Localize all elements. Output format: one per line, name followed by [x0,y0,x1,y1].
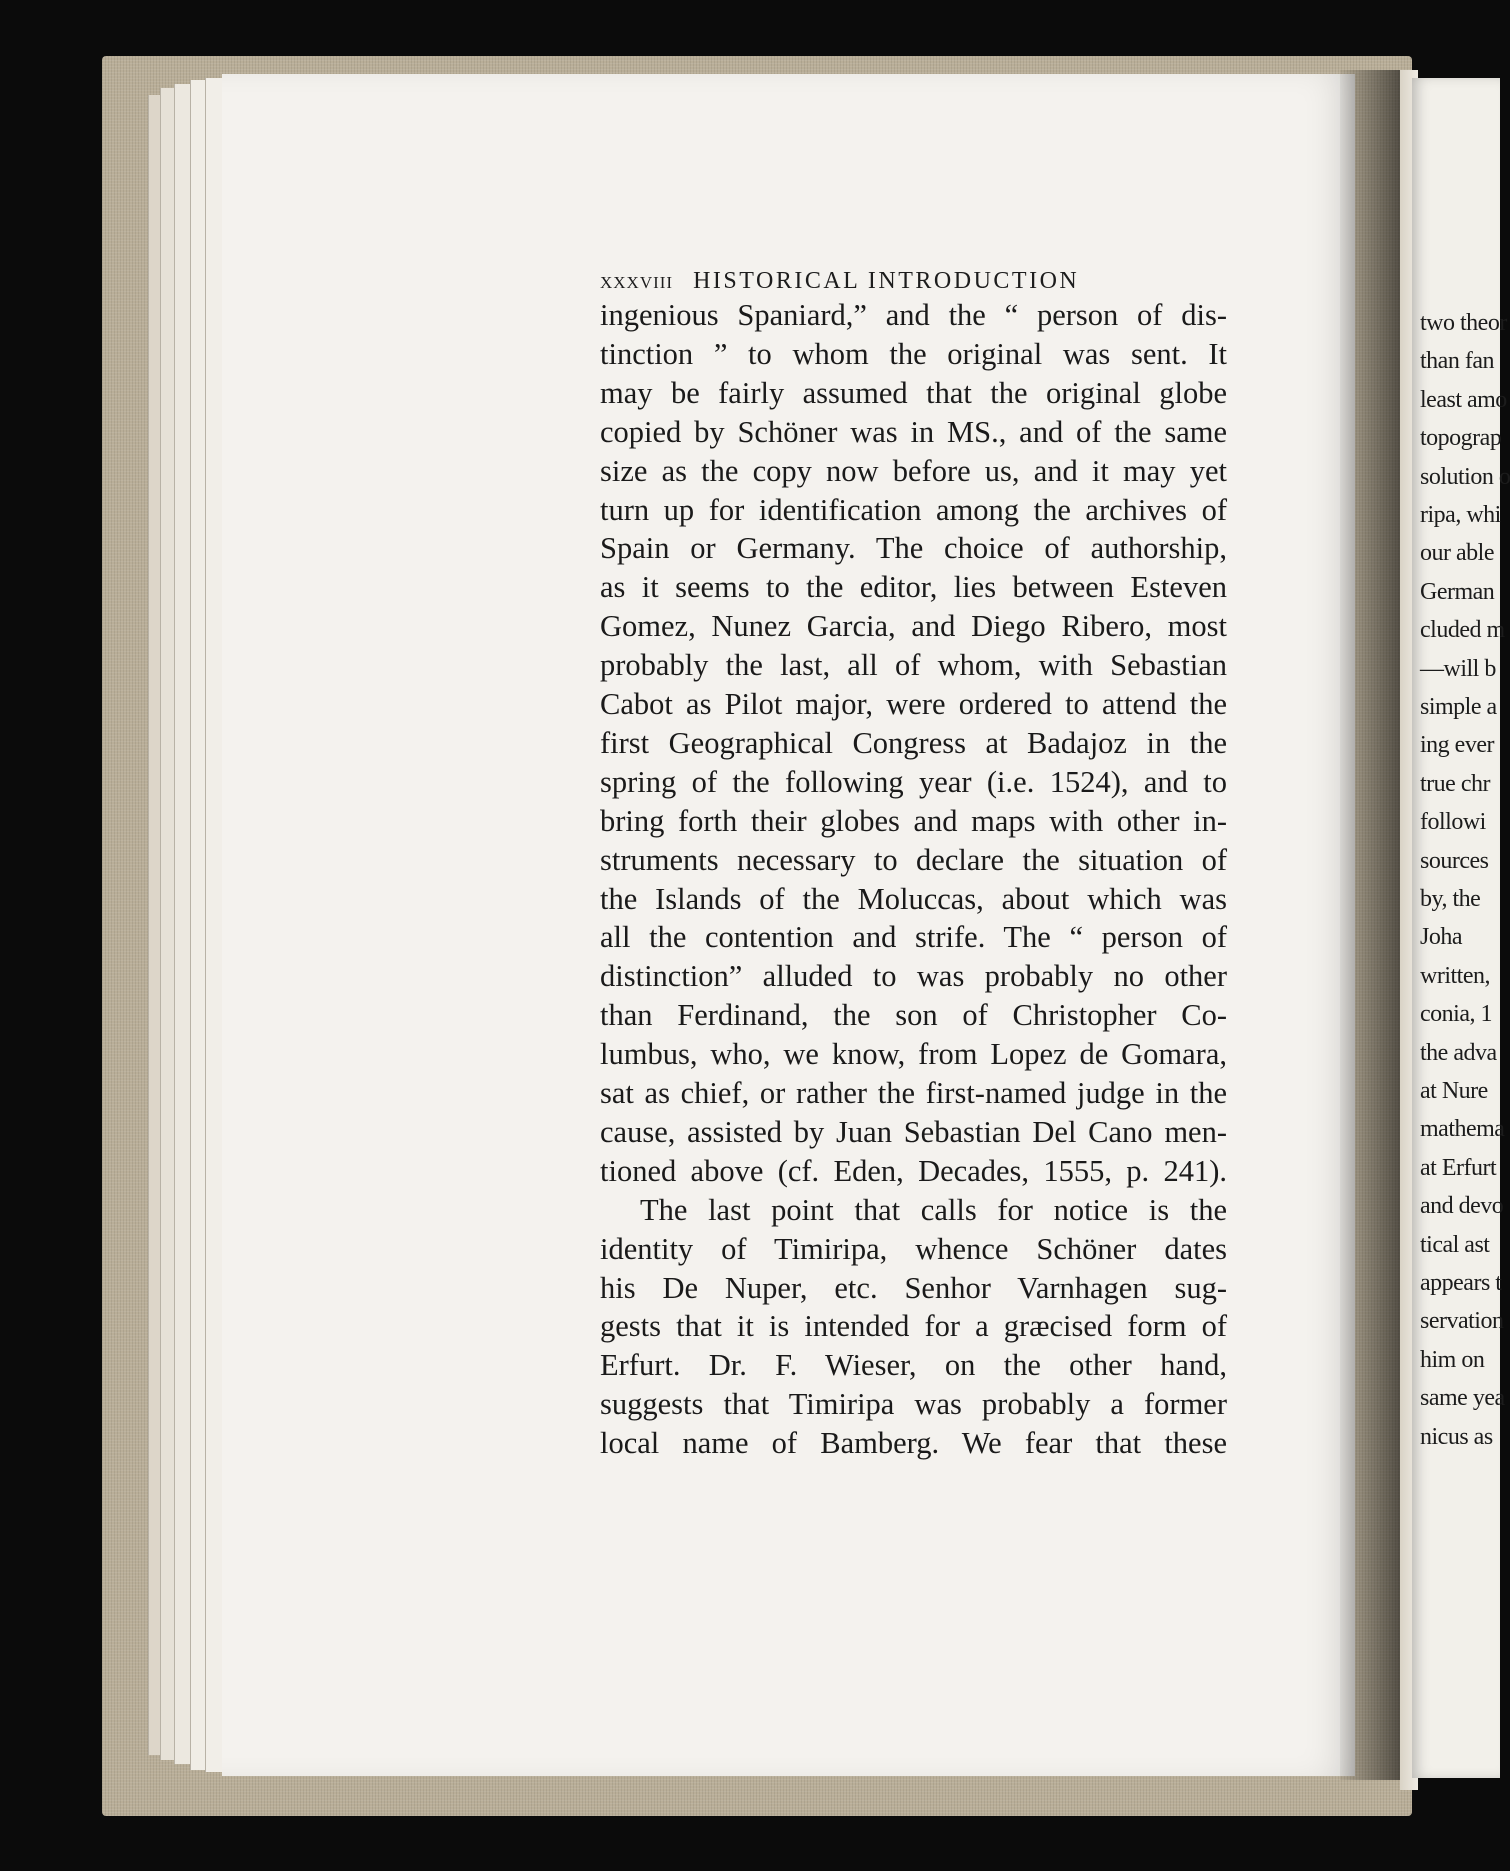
text-line: his De Nuper, etc. Senhor Varnhagen sug- [600,1270,1227,1305]
text-line: The last point that calls for notice is the [640,1192,1227,1227]
facing-text-line: conia, 1 [1420,1001,1492,1028]
facing-text-line: followi [1420,809,1486,836]
text-line: all the contention and strife. The “ person of [600,920,1227,955]
text-line: cause, assisted by Juan Sebastian Del Cano men- [600,1114,1227,1149]
facing-text-line: by, the [1420,886,1481,912]
facing-text-line: and devo [1420,1193,1504,1220]
facing-text-line: least amo [1420,386,1507,413]
facing-text-line: ing ever [1420,732,1494,759]
text-line: Cabot as Pilot major, were ordered to attend the [600,687,1227,721]
text-line: ingenious Spaniard,” and the “ person of dis- [600,298,1227,332]
facing-text-line: than fan [1420,348,1494,375]
text-line: identity of Timiripa, whence Schöner dates [600,1231,1227,1266]
text-line: lumbus, who, we know, from Lopez de Gomara, [600,1037,1227,1072]
facing-text-line: topograp [1420,425,1502,452]
facing-text-line: him on [1420,1346,1485,1373]
running-title: HISTORICAL INTRODUCTION [693,268,1080,294]
facing-text-line: our able [1420,540,1494,567]
text-line: tinction ” to whom the original was sent. It [600,336,1227,371]
text-line: first Geographical Congress at Badajoz in the [600,725,1227,760]
facing-text-line: ripa, whi [1420,502,1501,528]
text-line: Erfurt. Dr. F. Wieser, on the other hand, [600,1348,1227,1383]
facing-text-line: the adva [1420,1039,1497,1066]
facing-text-line: written, [1420,962,1490,989]
page-gutter [1340,70,1400,1780]
text-line: bring forth their globes and maps with other in- [600,803,1227,838]
facing-page [1412,78,1510,1778]
text-line: sat as chief, or rather the first-named judge in the [600,1076,1227,1110]
facing-text-line: Joha [1420,924,1462,951]
text-line: size as the copy now before us, and it may yet [600,453,1227,488]
facing-text-line: German [1420,578,1495,605]
facing-text-line: simple a [1420,694,1497,720]
text-line: as it seems to the editor, lies between Esteven [600,570,1227,605]
text-line: suggests that Timiripa was probably a former [600,1387,1227,1422]
facing-text-line: at Erfurt [1420,1154,1497,1181]
text-line: turn up for identification among the archives of [600,492,1227,527]
facing-text-line: mathema [1420,1116,1505,1143]
running-head [600,268,1079,295]
facing-text-line: same yea [1420,1385,1505,1412]
facing-text-line: servation [1420,1308,1504,1335]
text-line: local name of Bamberg. We fear that these [600,1426,1227,1461]
text-line: copied by Schöner was in MS., and of the same [600,414,1227,449]
facing-text-line: cluded m [1420,617,1505,644]
text-line: gests that it is intended for a græcised form of [600,1309,1227,1344]
facing-text-line: —will b [1420,655,1496,682]
facing-text-line: solution o [1420,463,1510,490]
text-line: tioned above (cf. Eden, Decades, 1555, p. 241). [600,1153,1227,1188]
text-line: than Ferdinand, the son of Christopher Co- [600,998,1227,1033]
text-line: distinction” alluded to was probably no other [600,959,1227,994]
text-line: probably the last, all of whom, with Sebastian [600,648,1227,683]
facing-text-line: appears t [1420,1270,1502,1296]
facing-text-line: at Nure [1420,1078,1488,1104]
facing-text-line: sources [1420,847,1489,874]
text-line: the Islands of the Moluccas, about which was [600,881,1227,916]
page-number: xxxviii [600,268,674,294]
facing-text-line: tical ast [1420,1231,1490,1258]
text-line: Spain or Germany. The choice of authorship, [600,531,1227,566]
text-line: spring of the following year (i.e. 1524), and to [600,764,1227,799]
text-line: Gomez, Nunez Garcia, and Diego Ribero, most [600,609,1227,644]
facing-text-line: true chr [1420,770,1490,797]
text-line: struments necessary to declare the situation of [600,842,1227,877]
text-line: may be fairly assumed that the original globe [600,375,1227,410]
facing-text-line: two theor [1420,310,1507,336]
facing-text-line: nicus as [1420,1423,1493,1450]
